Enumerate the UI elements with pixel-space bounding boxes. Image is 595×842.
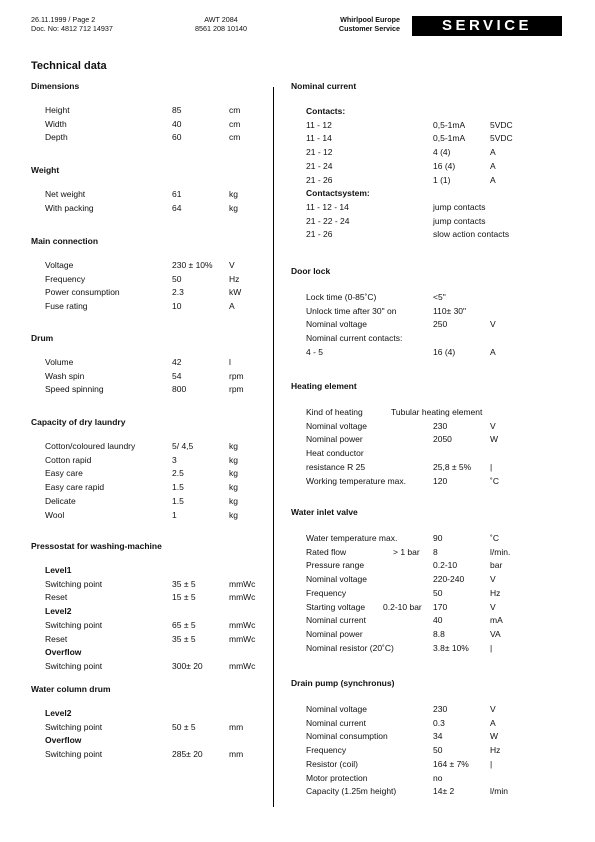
spec-value: 40 (172, 118, 182, 129)
spec-label: 4 - 5 (306, 346, 324, 357)
spec-value: 34 (433, 731, 443, 742)
spec-label: Reset (45, 633, 68, 644)
spec-row (0, 305, 595, 318)
spec-label: Water temperature max. (306, 533, 398, 543)
spec-value: 800 (172, 384, 187, 395)
spec-row (0, 174, 595, 187)
company-name: Whirlpool Europe (340, 15, 400, 24)
spec-label: 21 - 26 (306, 229, 333, 240)
spec-label: Resistor (coil) (306, 758, 358, 769)
spec-row (0, 119, 595, 132)
section-title: Water column drum (31, 684, 111, 694)
spec-value: slow action contacts (433, 229, 510, 240)
spec-label: Lock time (0-85˚C) (306, 292, 377, 302)
spec-unit: l/min (490, 786, 508, 797)
spec-label: Reset (45, 592, 68, 603)
spec-unit: V (490, 574, 496, 585)
spec-unit: Hz (229, 273, 240, 284)
spec-unit: A (490, 174, 496, 185)
spec-unit: l (229, 357, 231, 367)
spec-value: 35 ± 5 (172, 633, 196, 644)
spec-label: Speed spinning (45, 384, 104, 395)
section-title: Drum (31, 333, 54, 343)
spec-value: 170 (433, 601, 448, 612)
spec-label: Nominal voltage (306, 319, 367, 330)
spec-row (0, 703, 595, 716)
spec-label: With packing (45, 202, 94, 213)
section-title: Nominal current (291, 81, 357, 91)
spec-value: 90 (433, 533, 443, 543)
spec-label: Depth (45, 132, 68, 143)
spec-label: Heat conductor (306, 448, 364, 459)
spec-unit: A (490, 717, 496, 728)
spec-unit: Hz (490, 587, 501, 598)
spec-row (0, 447, 595, 460)
spec-value: 50 ± 5 (172, 721, 196, 732)
spec-unit: kg (229, 202, 238, 213)
spec-extra: Tubular heating element (391, 407, 483, 417)
spec-value: 65 ± 5 (172, 619, 196, 630)
spec-value: 4 (4) (433, 147, 451, 158)
section-title: Heating element (291, 381, 357, 391)
spec-value: 230 (433, 704, 448, 714)
spec-label: Cotton rapid (45, 454, 92, 465)
spec-label: Starting voltage (306, 601, 366, 612)
spec-unit: V (490, 420, 496, 431)
spec-unit: rpm (229, 384, 244, 395)
spec-row (0, 215, 595, 228)
spec-value: 85 (172, 105, 182, 115)
spec-row (0, 228, 595, 241)
spec-row (0, 546, 595, 559)
subsection-heading: Overflow (45, 647, 82, 658)
spec-row (0, 744, 595, 757)
spec-value: 2050 (433, 434, 452, 445)
spec-value: 0,5-1mA (433, 119, 466, 130)
spec-value: 300± 20 (172, 660, 203, 671)
section-title: Capacity of dry laundry (31, 417, 126, 427)
spec-value: 1.5 (172, 495, 184, 506)
spec-label: Kind of heating (306, 407, 363, 417)
spec-row (0, 660, 595, 673)
spec-label: 21 - 22 - 24 (306, 215, 350, 226)
spec-value: 0,5-1mA (433, 133, 466, 144)
spec-row (0, 104, 595, 117)
spec-unit: kg (229, 495, 238, 506)
spec-label: resistance R 25 (306, 461, 366, 472)
spec-row (0, 532, 595, 545)
spec-label: Nominal current (306, 615, 366, 626)
spec-label: Power consumption (45, 287, 120, 298)
spec-row (0, 160, 595, 173)
spec-unit: mA (490, 615, 503, 626)
spec-label: Switching point (45, 660, 103, 671)
spec-unit: cm (229, 132, 241, 143)
spec-row (0, 291, 595, 304)
spec-row (0, 201, 595, 214)
spec-value: 5/ 4,5 (172, 441, 194, 451)
spec-value: 8.8 (433, 628, 445, 639)
spec-label: Pressure range (306, 560, 365, 571)
spec-label: Fuse rating (45, 301, 88, 312)
header-doc-info (31, 15, 113, 33)
spec-unit: V (490, 601, 496, 612)
spec-value: 50 (433, 745, 443, 756)
spec-label: Nominal resistor (20˚C) (306, 642, 394, 653)
spec-value: 15 ± 5 (172, 592, 196, 603)
spec-label: Delicate (45, 495, 76, 506)
spec-unit: 5VDC (490, 133, 513, 144)
spec-unit: A (490, 346, 496, 357)
spec-value: 54 (172, 370, 182, 381)
spec-value: 61 (172, 189, 182, 199)
spec-value: 50 (172, 273, 182, 284)
spec-label: Motor protection (306, 772, 368, 783)
spec-value: 1 (172, 509, 177, 520)
spec-unit: ˚C (490, 533, 499, 543)
spec-value: 230 (433, 420, 448, 431)
subsection-heading: Contacts: (306, 106, 346, 116)
section-title: Weight (31, 165, 60, 175)
spec-unit: V (490, 319, 496, 330)
spec-label: Volume (45, 357, 74, 367)
section-title: Main connection (31, 236, 99, 246)
spec-label: Wool (45, 509, 65, 520)
spec-label: Capacity (1.25m height) (306, 786, 397, 797)
spec-label: Nominal current contacts: (306, 333, 403, 344)
spec-value: 250 (433, 319, 448, 330)
spec-unit: A (229, 301, 235, 312)
spec-label: Nominal power (306, 628, 363, 639)
spec-row (0, 628, 595, 641)
spec-row (0, 420, 595, 433)
spec-row (0, 495, 595, 508)
spec-unit: | (490, 758, 493, 769)
date-page: 26.11.1999 / Page 2 (31, 15, 96, 24)
spec-unit: kg (229, 509, 238, 520)
spec-label: Nominal voltage (306, 420, 367, 431)
spec-label: Switching point (45, 578, 103, 589)
spec-value: 14± 2 (433, 786, 455, 797)
spec-value: 40 (433, 615, 443, 626)
spec-label: Rated flow (306, 546, 347, 557)
subsection-heading: Level1 (45, 565, 72, 575)
model-name: AWT 2084 (204, 15, 238, 24)
spec-unit: rpm (229, 370, 244, 381)
spec-label: Nominal current (306, 717, 366, 728)
spec-unit: mm (229, 721, 244, 732)
spec-value: 285± 20 (172, 749, 203, 760)
spec-value: 230 ± 10% (172, 260, 213, 270)
spec-label: 11 - 14 (306, 133, 332, 144)
spec-value: 120 (433, 475, 448, 486)
spec-label: Nominal voltage (306, 704, 367, 714)
spec-unit: | (490, 461, 493, 472)
spec-value: no (433, 772, 443, 783)
spec-value: 10 (172, 301, 182, 312)
spec-row (0, 730, 595, 746)
spec-unit: W (490, 434, 499, 445)
spec-value: 35 ± 5 (172, 578, 196, 589)
spec-value: 50 (433, 587, 443, 598)
spec-label: Height (45, 105, 70, 115)
spec-row (0, 406, 595, 419)
spec-label: 21 - 24 (306, 160, 333, 171)
spec-unit: VA (490, 628, 501, 639)
spec-row (0, 132, 595, 145)
spec-unit: mmWc (229, 619, 256, 630)
spec-unit: kg (229, 468, 238, 479)
spec-label: 11 - 12 - 14 (306, 201, 349, 212)
spec-row (0, 146, 595, 159)
spec-label: Frequency (306, 587, 347, 598)
spec-unit: A (490, 160, 496, 171)
spec-row (0, 601, 595, 617)
spec-label: Nominal consumption (306, 731, 388, 742)
spec-unit: mmWc (229, 578, 256, 589)
spec-unit: kg (229, 454, 238, 465)
service-banner: SERVICE (412, 16, 562, 36)
spec-unit: kg (229, 189, 238, 199)
spec-value: 1.5 (172, 482, 184, 493)
spec-value: 0.3 (433, 717, 445, 728)
spec-unit: mmWc (229, 660, 256, 671)
spec-label: 21 - 12 (306, 147, 333, 158)
spec-row (0, 758, 595, 771)
doc-number: Doc. No: 4812 712 14937 (31, 24, 113, 33)
subsection-heading: Overflow (45, 735, 82, 746)
spec-value: 2.3 (172, 287, 184, 298)
header-company-info (320, 15, 400, 33)
spec-value: 42 (172, 357, 182, 367)
subsection-heading: Level2 (45, 708, 72, 718)
spec-extra: > 1 bar (393, 546, 420, 557)
spec-unit: Hz (490, 745, 501, 756)
section-title: Pressostat for washing-machine (31, 541, 162, 551)
spec-label: Working temperature max. (306, 475, 406, 486)
spec-label: Nominal voltage (306, 574, 367, 585)
spec-unit: bar (490, 560, 503, 571)
spec-unit: ˚C (490, 475, 499, 486)
spec-label: 11 - 12 (306, 119, 332, 130)
spec-unit: | (490, 642, 493, 653)
spec-value: 1 (1) (433, 174, 451, 185)
model-code: 8561 208 10140 (195, 24, 247, 33)
spec-row (0, 332, 595, 345)
spec-value: 2.5 (172, 468, 184, 479)
spec-row (0, 587, 595, 600)
spec-value: jump contacts (433, 215, 486, 226)
spec-value: 3 (172, 454, 177, 465)
spec-unit: l/min. (490, 546, 511, 557)
spec-label: Switching point (45, 619, 103, 630)
department-name: Customer Service (338, 24, 400, 33)
header-model-info (186, 15, 256, 33)
spec-label: Easy care (45, 468, 83, 479)
spec-value: 16 (4) (433, 346, 456, 357)
spec-value: jump contacts (433, 201, 486, 212)
spec-unit: V (229, 260, 235, 270)
spec-row (0, 642, 595, 658)
spec-value: 110± 30" (433, 305, 467, 316)
spec-value: 220-240 (433, 574, 465, 585)
spec-label: Easy care rapid (45, 482, 105, 493)
spec-value: 64 (172, 202, 182, 213)
spec-label: Width (45, 118, 67, 129)
spec-unit: 5VDC (490, 119, 513, 130)
spec-unit: kg (229, 482, 238, 493)
spec-unit: mmWc (229, 592, 256, 603)
spec-unit: cm (229, 118, 241, 129)
spec-value: 0.2-10 (433, 560, 458, 571)
spec-value: 164 ± 7% (433, 758, 469, 769)
spec-value: <5" (433, 292, 446, 302)
spec-unit: kW (229, 287, 242, 298)
spec-row (0, 614, 595, 627)
spec-label: Switching point (45, 721, 103, 732)
spec-value: 60 (172, 132, 182, 143)
section-title: Door lock (291, 266, 331, 276)
spec-unit: cm (229, 105, 241, 115)
spec-label: Frequency (45, 273, 86, 284)
spec-row (0, 188, 595, 201)
spec-unit: kg (229, 441, 238, 451)
spec-row (0, 475, 595, 488)
spec-value: 25,8 ± 5% (433, 461, 472, 472)
spec-unit: A (490, 147, 496, 158)
spec-label: 21 - 26 (306, 174, 333, 185)
spec-label: Unlock time after 30" on (306, 305, 397, 316)
spec-unit: W (490, 731, 499, 742)
section-title: Drain pump (synchronus) (291, 678, 395, 688)
spec-row (0, 772, 595, 785)
section-title: Dimensions (31, 81, 80, 91)
page-title: Technical data (31, 60, 107, 72)
spec-unit: mmWc (229, 633, 256, 644)
spec-value: 8 (433, 546, 438, 557)
subsection-heading: Contactsystem: (306, 188, 370, 199)
spec-label: Net weight (45, 189, 86, 199)
spec-value: 3.8± 10% (433, 642, 469, 653)
spec-row (0, 318, 595, 331)
spec-extra: 0.2-10 bar (383, 601, 422, 612)
spec-unit: V (490, 704, 496, 714)
spec-value: 16 (4) (433, 160, 456, 171)
spec-label: Wash spin (45, 370, 85, 381)
spec-row (0, 717, 595, 730)
spec-row (0, 346, 595, 359)
spec-row (0, 461, 595, 474)
spec-row (0, 573, 595, 586)
section-title: Water inlet valve (291, 507, 358, 517)
spec-label: Switching point (45, 749, 103, 760)
subsection-heading: Level2 (45, 606, 72, 617)
spec-unit: mm (229, 749, 244, 760)
spec-label: Nominal power (306, 434, 363, 445)
spec-row (0, 559, 595, 572)
spec-label: Cotton/coloured laundry (45, 441, 136, 451)
spec-label: Frequency (306, 745, 347, 756)
spec-row (0, 785, 595, 798)
spec-label: Voltage (45, 260, 74, 270)
spec-row (0, 433, 595, 446)
